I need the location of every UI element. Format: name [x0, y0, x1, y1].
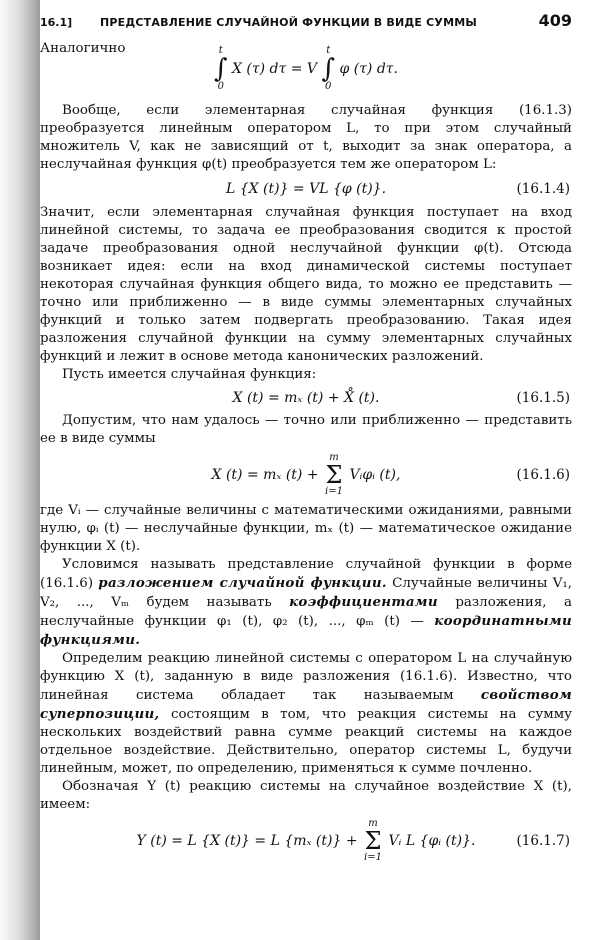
integral-sign-right: t ∫ 0 — [321, 45, 335, 92]
equation-rhs: Vᵢφᵢ (t), — [349, 467, 401, 483]
equation-integral — [40, 44, 572, 94]
equation-body: X (t) = mₓ (t) + X̊ (t). — [232, 390, 380, 406]
page-gutter-shadow — [0, 0, 40, 940]
integral-lhs: X (τ) dτ = V — [232, 61, 317, 77]
term-coordinate-functions: координатными функциями. — [40, 613, 572, 648]
intro-word: Аналогично — [40, 41, 126, 56]
paragraph-5: где Vᵢ — случайные величины с математическими ожиданиями, равными нулю, φᵢ (t) — неслучайные функции, mₓ (t) — математическое ожидание функции X (t). — [40, 503, 572, 554]
running-header — [40, 10, 572, 38]
header-title: ПРЕДСТАВЛЕНИЕ СЛУЧАЙНОЙ ФУНКЦИИ В ВИДЕ СУММЫ — [100, 16, 477, 29]
paragraph-7: Определим реакцию линейной системы с оператором L на случайную функцию X (t), заданную в виде разложения (16.1.6). Известно, что линейная система обладает так называемым свойством суперпозиции, состоящим в том, что реакция системы на сумму нескольких воздействий равна сумме реакций системы на каждое отдельное воздействие. Действительно, оператор системы L, будучи линейным, может, по определению, применяться к сумме почленно. — [40, 651, 572, 776]
term-expansion: разложением случайной функции. — [98, 575, 387, 591]
equation-number: (16.1.4) — [516, 181, 570, 197]
equation-number: (16.1.5) — [516, 390, 570, 406]
header-section: 16.1] — [40, 16, 73, 29]
equation-rhs: Vᵢ L {φᵢ (t)}. — [388, 833, 476, 849]
equation-lhs: Y (t) = L {X (t)} = L {mₓ (t)} + — [136, 833, 358, 849]
paragraph-1: Вообще, если элементарная случайная функция (16.1.3) преобразуется линейным оператором L, то при этом случайный множитель V, как не зависящий от t, выходит за знак оператора, а неслучайная функция φ(t) преобразуется тем же оператором L: — [40, 103, 572, 172]
paragraph-6: Условимся называть представление случайной функции в форме (16.1.6) разложением случайной функции. Случайные величины V₁, V₂, ..., Vₘ будем называть коэффициентами разложения, а неслучайные функции φ₁ (t), φ₂ (t), ..., φₘ (t) — координатными функциями. — [40, 557, 572, 648]
term-superposition: свойством суперпозиции, — [40, 687, 572, 722]
page-number: 409 — [538, 11, 572, 30]
equation-number: (16.1.7) — [516, 833, 570, 849]
paragraph-2: Значит, если элементарная случайная функция поступает на вход линейной системы, то задача ее преобразования сводится к простой задаче преобразования одной неслучайной функции φ(t). Отсюда возникает идея: если на вход динамической системы поступает некоторая случайная функция общего вида, то можно ее представить — точно или приближенно — в виде суммы элементарных случайных функций и только затем подвергать преобразованию. Такая идея разложения случайной функции на сумму элементарных случайных функций и лежит в основе метода канонических разложений. — [40, 205, 572, 364]
equation-16-1-6 — [40, 448, 572, 502]
paragraph-8: Обозначая Y (t) реакцию системы на случайное воздействие X (t), имеем: — [40, 779, 572, 812]
integral-sign-left: t ∫ 0 — [214, 45, 228, 92]
equation-16-1-7 — [40, 814, 572, 868]
paragraph-3: Пусть имеется случайная функция: — [62, 367, 317, 382]
equation-16-1-5 — [40, 384, 572, 412]
equation-16-1-4 — [40, 174, 572, 204]
equation-body: L {X (t)} = VL {φ (t)}. — [225, 181, 387, 197]
paragraph-4: Допустим, что нам удалось — точно или приближенно — представить ее в виде суммы — [40, 413, 572, 446]
book-page — [40, 10, 572, 868]
equation-lhs: X (t) = mₓ (t) + — [211, 467, 319, 483]
integral-rhs: φ (τ) dτ. — [339, 61, 398, 77]
term-coefficients: коэффициентами — [289, 594, 438, 610]
sum-sign: m Σ i=1 — [325, 452, 343, 497]
sum-sign: m Σ i=1 — [364, 818, 382, 863]
equation-number: (16.1.6) — [516, 467, 570, 483]
